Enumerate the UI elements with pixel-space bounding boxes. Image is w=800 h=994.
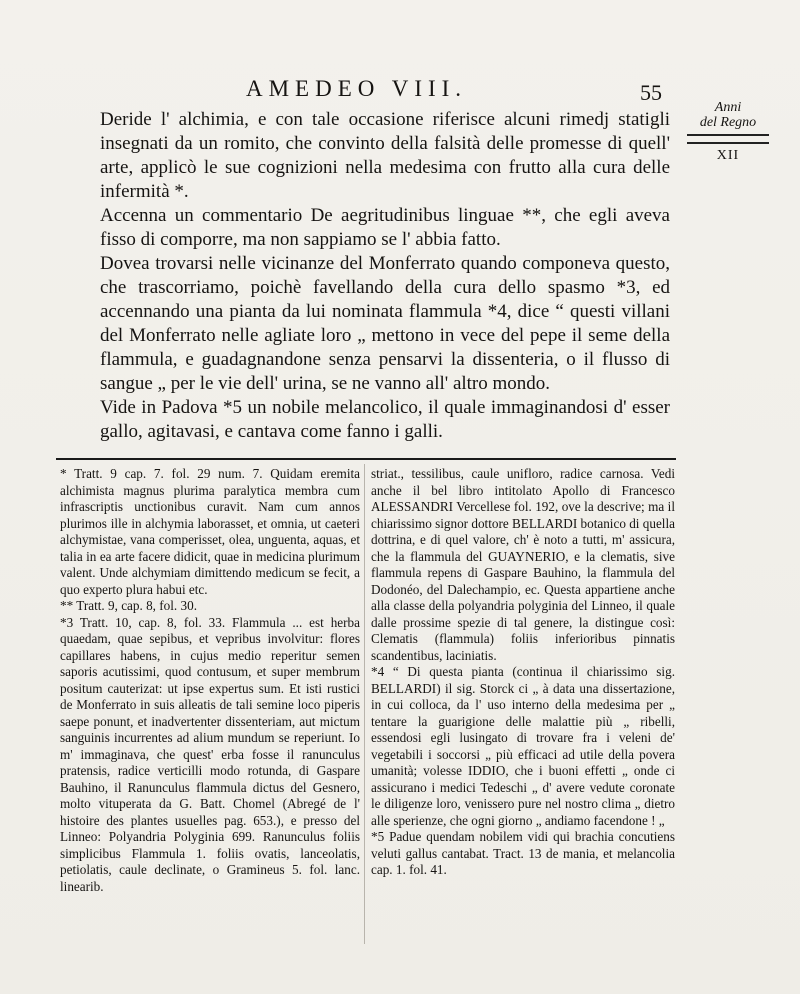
running-head: AMEDEO VIII. (246, 76, 468, 101)
page-number: 55 (640, 80, 662, 105)
main-text (100, 108, 670, 444)
footnote-divider (56, 458, 676, 460)
footnote: *3 Tratt. 10, cap. 8, fol. 33. Flammula ... est herba quaedam, quae sepibus, et vepribus involvitur: flores capillares habens, in cujus medio reperitur semen saporis acutissimi, quod contusum, et super membrum positum cauterizat: ut ipse expertus sum. Et isti rustici de Monferrato in suis alleatis de tali semine loco piperis saepe ponunt, et inadvertenter dissenteriam, aut mictum sanguinis incurrentes ad alium mundum se reperiunt. Io m' immaginava, che quest' erba fosse il ranunculus pratensis, radice verticilli modo rotunda, di Gaspare Bauhino, il Ranunculus flammula dictus del Gesnero, molto vituperata da G. Batt. Chomel (Abregé de l' histoire des plantes usuelles pag. 653.), e presso del Linneo: Polyandria Polyginia 699. Ranunculus foliis simplicibus Flammula 1. foliis ovatis, lanceolatis, petiolatis, caule declinate, o Gramineus 5. fol. lanc. linearib. (60, 614, 360, 894)
footnotes-left-column (60, 466, 360, 895)
footnote: striat., tessilibus, caule unifloro, radice carnosa. Vedi anche il bel libro intitolato Apollo di Francesco ALESSANDRI Vercellese fol. 192, ove la descrive; ma il chiarissimo signor dottore BELLARDI botanico di quella dottrina, e di quel valore, ch' è noto a tutti, m' assicura, che la flammula del GUAYNERIO, e la clematis, sive flammula repens di Gaspare Bauhino, la flammula del Dodonéo, del Dalechampio, ec. Questa appartiene anche alla classe della polyandria polyginia del Linneo, il quale dalle prossime spezie di tal genere, la distingue così: Clematis (flammula) foliis inferioribus pinnatis scandentibus, laciniatis. (371, 466, 675, 663)
footnote: ** Tratt. 9, cap. 8, fol. 30. (60, 598, 197, 613)
margin-note (678, 100, 778, 164)
footnote: *4 “ Di questa pianta (continua il chiarissimo sig. BELLARDI) il sig. Storck ci „ à data una dissertazione, in cui colloca, da l' uso interno della medesima per „ tentare la guarigione delle malattie più „ ribelli, essendosi egli lusingato di trovare fra i veleni de' vegetabili i soccorsi „ più efficaci ad utile della povera umanità; volesse IDDIO, che i buoni effetti „ onde ci assicurano i medici Tedeschi „ d' avere vedute coronate le diligenze loro, venissero pure nel nostro clima „ dietro alle sperienze, che ogni giorno „ andiamo facendone ! „ (371, 664, 675, 828)
margin-note-label-line1: Anni (714, 100, 742, 115)
margin-note-rule (687, 134, 769, 144)
margin-note-label-line2: del Regno (699, 115, 757, 130)
margin-note-years: XII (716, 148, 740, 163)
body-paragraph: Dovea trovarsi nelle vicinanze del Monferrato quando componeva questo, che trascorriamo, poichè favellando della cura dello spasmo *3, ed accennando una pianta da lui nominata flammula *4, dice “ questi villani del Monferrato nelle agliate loro „ mettono in vece del pepe il seme della flammula, e guadagnandone senza pensarvi la dissenteria, o il flusso di sangue „ per le vie dell' urina, se ne vanno all' altro mondo. (100, 253, 670, 394)
body-paragraph: Deride l' alchimia, e con tale occasione riferisce alcuni rimedj statigli insegnati da un romito, che convinto della falsità delle promesse di quell' arte, applicò le sue cognizioni nella medesima con frutto alla cura delle infermità *. (100, 109, 670, 202)
body-paragraph: Vide in Padova *5 un nobile melancolico, il quale immaginandosi d' esser gallo, agitavasi, e cantava come fanno i galli. (100, 397, 670, 442)
footnotes-right-column (371, 466, 675, 879)
body-paragraph: Accenna un commentario De aegritudinibus linguae **, che egli aveva fisso di comporre, ma non sappiamo se l' abbia fatto. (100, 205, 670, 250)
column-separator (364, 464, 365, 944)
footnote: *5 Padue quendam nobilem vidi qui brachia concutiens veluti gallus cantabat. Tract. 13 de mania, et melancolia cap. 1. fol. 41. (371, 829, 675, 877)
footnote: * Tratt. 9 cap. 7. fol. 29 num. 7. Quidam eremita alchimista magnus plurima paralytica membra cum infrascriptis unctionibus curavit. Nam cum annos plurimos ille in alchymia laborasset, et omnia, ut caeteri alchymistae, vana comperisset, olea, unguenta, aquas, et talia in ea arte facere didicit, quae in medicina plurimum valent. Unde alchymiam dimittendo medicum se fecit, a quo experto plura habui etc. (60, 466, 360, 597)
